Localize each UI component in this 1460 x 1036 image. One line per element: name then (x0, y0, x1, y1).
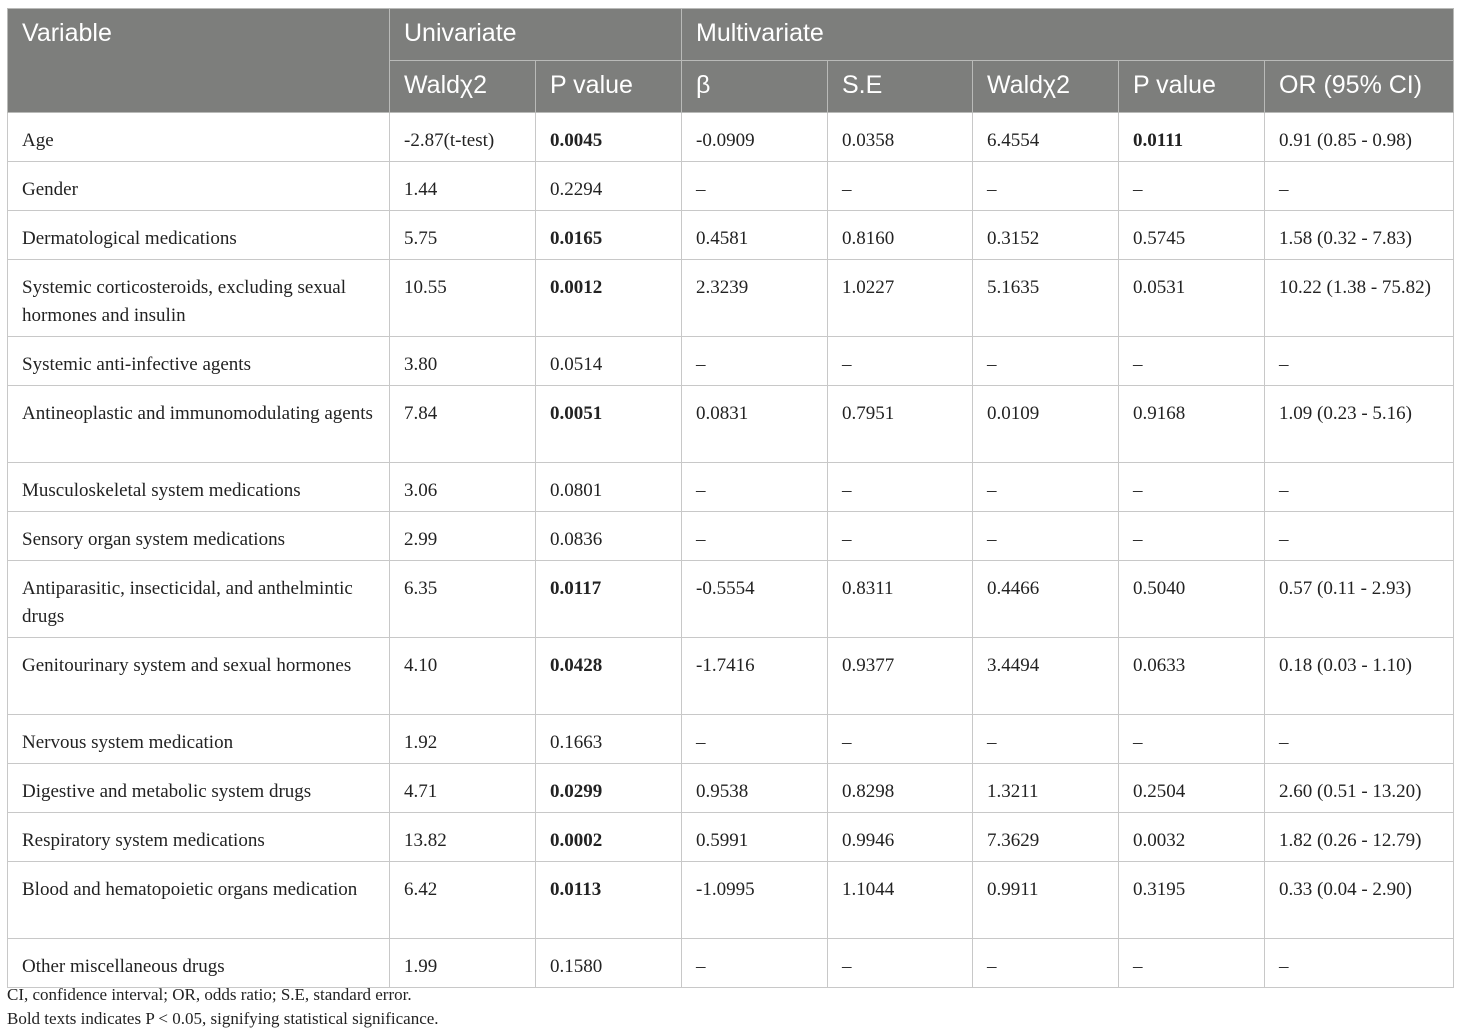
cell-beta: 0.4581 (682, 211, 828, 260)
cell-multi-p: 0.9168 (1119, 386, 1265, 463)
cell-variable: Musculoskeletal system medications (8, 463, 390, 512)
cell-variable: Systemic anti-infective agents (8, 337, 390, 386)
cell-uni-wald: 1.99 (390, 939, 536, 988)
cell-or: 2.60 (0.51 - 13.20) (1265, 764, 1454, 813)
cell-uni-p: 0.0514 (536, 337, 682, 386)
cell-variable: Other miscellaneous drugs (8, 939, 390, 988)
header-uni-p: P value (536, 61, 682, 113)
table-row (8, 764, 1454, 813)
table-body (8, 113, 1454, 988)
cell-uni-wald: 6.42 (390, 862, 536, 939)
cell-multi-p: 0.2504 (1119, 764, 1265, 813)
cell-multi-wald: 1.3211 (973, 764, 1119, 813)
cell-uni-p: 0.0428 (536, 638, 682, 715)
cell-multi-p: 0.0531 (1119, 260, 1265, 337)
table-row (8, 939, 1454, 988)
cell-variable: Antineoplastic and immunomodulating agents (8, 386, 390, 463)
cell-variable: Gender (8, 162, 390, 211)
cell-uni-p: 0.0045 (536, 113, 682, 162)
cell-multi-p: – (1119, 939, 1265, 988)
cell-se: – (828, 512, 973, 561)
results-table-container (7, 8, 1453, 988)
header-multivariate: Multivariate (682, 9, 1454, 61)
table-header (8, 9, 1454, 113)
cell-uni-wald: 1.92 (390, 715, 536, 764)
cell-multi-wald: – (973, 939, 1119, 988)
table-row (8, 561, 1454, 638)
cell-or: – (1265, 337, 1454, 386)
cell-uni-p: 0.2294 (536, 162, 682, 211)
cell-or: 0.91 (0.85 - 0.98) (1265, 113, 1454, 162)
cell-uni-wald: 4.71 (390, 764, 536, 813)
table-row (8, 337, 1454, 386)
cell-multi-wald: 0.9911 (973, 862, 1119, 939)
cell-variable: Antiparasitic, insecticidal, and anthelmintic drugs (8, 561, 390, 638)
header-variable: Variable (8, 9, 390, 113)
cell-multi-p: 0.0633 (1119, 638, 1265, 715)
table-row (8, 113, 1454, 162)
cell-beta: – (682, 512, 828, 561)
header-univariate: Univariate (390, 9, 682, 61)
table-row (8, 260, 1454, 337)
cell-se: 0.9377 (828, 638, 973, 715)
cell-uni-wald: 13.82 (390, 813, 536, 862)
cell-or: – (1265, 512, 1454, 561)
regression-results-table (7, 8, 1454, 988)
cell-variable: Age (8, 113, 390, 162)
cell-se: 0.8298 (828, 764, 973, 813)
cell-multi-wald: 7.3629 (973, 813, 1119, 862)
header-or: OR (95% CI) (1265, 61, 1454, 113)
cell-multi-p: – (1119, 512, 1265, 561)
cell-or: 1.82 (0.26 - 12.79) (1265, 813, 1454, 862)
cell-or: – (1265, 463, 1454, 512)
cell-or: 10.22 (1.38 - 75.82) (1265, 260, 1454, 337)
cell-variable: Systemic corticosteroids, excluding sexual hormones and insulin (8, 260, 390, 337)
cell-uni-p: 0.0165 (536, 211, 682, 260)
cell-uni-p: 0.0117 (536, 561, 682, 638)
cell-beta: -0.0909 (682, 113, 828, 162)
cell-multi-wald: 3.4494 (973, 638, 1119, 715)
cell-beta: – (682, 162, 828, 211)
cell-uni-wald: 6.35 (390, 561, 536, 638)
cell-uni-p: 0.1580 (536, 939, 682, 988)
cell-beta: -1.7416 (682, 638, 828, 715)
cell-or: 1.58 (0.32 - 7.83) (1265, 211, 1454, 260)
cell-se: – (828, 715, 973, 764)
cell-multi-wald: 0.3152 (973, 211, 1119, 260)
cell-multi-p: 0.0032 (1119, 813, 1265, 862)
cell-multi-p: – (1119, 162, 1265, 211)
header-beta: β (682, 61, 828, 113)
cell-se: 0.8160 (828, 211, 973, 260)
cell-multi-wald: – (973, 162, 1119, 211)
cell-se: – (828, 337, 973, 386)
header-multi-p: P value (1119, 61, 1265, 113)
cell-beta: – (682, 463, 828, 512)
cell-beta: 2.3239 (682, 260, 828, 337)
cell-uni-p: 0.0113 (536, 862, 682, 939)
cell-multi-p: 0.3195 (1119, 862, 1265, 939)
cell-uni-p: 0.0051 (536, 386, 682, 463)
table-footnotes (7, 983, 439, 1031)
cell-se: 1.1044 (828, 862, 973, 939)
cell-or: – (1265, 939, 1454, 988)
cell-variable: Nervous system medication (8, 715, 390, 764)
cell-uni-wald: 3.06 (390, 463, 536, 512)
table-row (8, 386, 1454, 463)
cell-variable: Respiratory system medications (8, 813, 390, 862)
table-row (8, 638, 1454, 715)
cell-multi-wald: – (973, 463, 1119, 512)
footnote-significance: Bold texts indicates P < 0.05, signifying statistical significance. (7, 1009, 439, 1028)
cell-multi-p: – (1119, 337, 1265, 386)
cell-multi-p: 0.0111 (1119, 113, 1265, 162)
cell-variable: Blood and hematopoietic organs medication (8, 862, 390, 939)
cell-beta: 0.9538 (682, 764, 828, 813)
cell-variable: Dermatological medications (8, 211, 390, 260)
cell-variable: Genitourinary system and sexual hormones (8, 638, 390, 715)
cell-multi-wald: – (973, 715, 1119, 764)
cell-multi-wald: 5.1635 (973, 260, 1119, 337)
cell-beta: – (682, 337, 828, 386)
cell-or: 0.18 (0.03 - 1.10) (1265, 638, 1454, 715)
footnote-abbreviations: CI, confidence interval; OR, odds ratio; S.E, standard error. (7, 985, 412, 1004)
cell-beta: 0.5991 (682, 813, 828, 862)
table-row (8, 862, 1454, 939)
cell-beta: -0.5554 (682, 561, 828, 638)
cell-multi-wald: 6.4554 (973, 113, 1119, 162)
cell-multi-p: 0.5745 (1119, 211, 1265, 260)
cell-beta: – (682, 715, 828, 764)
cell-se: 1.0227 (828, 260, 973, 337)
cell-beta: -1.0995 (682, 862, 828, 939)
table-row (8, 813, 1454, 862)
cell-multi-wald: – (973, 512, 1119, 561)
cell-se: 0.9946 (828, 813, 973, 862)
table-row (8, 211, 1454, 260)
cell-se: 0.7951 (828, 386, 973, 463)
cell-uni-p: 0.0002 (536, 813, 682, 862)
cell-or: 0.57 (0.11 - 2.93) (1265, 561, 1454, 638)
cell-uni-wald: 1.44 (390, 162, 536, 211)
cell-uni-p: 0.0801 (536, 463, 682, 512)
cell-se: – (828, 939, 973, 988)
cell-uni-wald: 4.10 (390, 638, 536, 715)
header-uni-wald: Waldχ2 (390, 61, 536, 113)
cell-uni-wald: 3.80 (390, 337, 536, 386)
cell-uni-wald: 2.99 (390, 512, 536, 561)
cell-uni-wald: 10.55 (390, 260, 536, 337)
cell-uni-p: 0.0012 (536, 260, 682, 337)
header-multi-wald: Waldχ2 (973, 61, 1119, 113)
cell-multi-wald: 0.0109 (973, 386, 1119, 463)
table-row (8, 463, 1454, 512)
cell-beta: 0.0831 (682, 386, 828, 463)
table-row (8, 715, 1454, 764)
cell-variable: Sensory organ system medications (8, 512, 390, 561)
cell-or: 0.33 (0.04 - 2.90) (1265, 862, 1454, 939)
cell-multi-p: – (1119, 463, 1265, 512)
cell-uni-wald: 7.84 (390, 386, 536, 463)
cell-se: 0.0358 (828, 113, 973, 162)
cell-se: – (828, 162, 973, 211)
header-se: S.E (828, 61, 973, 113)
cell-uni-p: 0.1663 (536, 715, 682, 764)
cell-multi-wald: – (973, 337, 1119, 386)
cell-variable: Digestive and metabolic system drugs (8, 764, 390, 813)
cell-uni-wald: -2.87(t-test) (390, 113, 536, 162)
cell-or: 1.09 (0.23 - 5.16) (1265, 386, 1454, 463)
table-row (8, 512, 1454, 561)
cell-uni-wald: 5.75 (390, 211, 536, 260)
cell-or: – (1265, 715, 1454, 764)
cell-se: – (828, 463, 973, 512)
cell-or: – (1265, 162, 1454, 211)
cell-multi-p: – (1119, 715, 1265, 764)
cell-uni-p: 0.0299 (536, 764, 682, 813)
table-row (8, 162, 1454, 211)
cell-uni-p: 0.0836 (536, 512, 682, 561)
cell-multi-wald: 0.4466 (973, 561, 1119, 638)
cell-beta: – (682, 939, 828, 988)
cell-multi-p: 0.5040 (1119, 561, 1265, 638)
cell-se: 0.8311 (828, 561, 973, 638)
